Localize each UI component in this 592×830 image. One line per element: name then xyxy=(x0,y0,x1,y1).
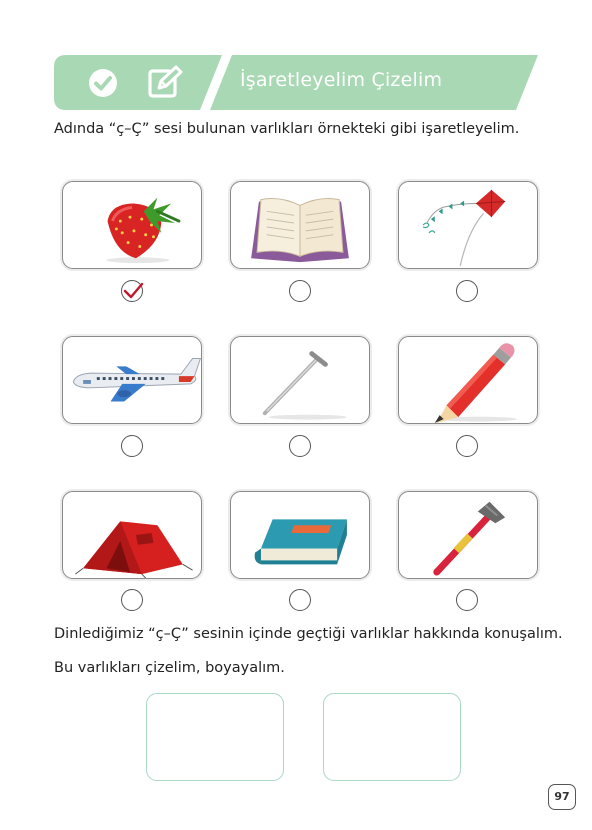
page-number: 97 xyxy=(548,784,576,810)
radio-tent[interactable] xyxy=(121,589,143,611)
card-strawberry xyxy=(62,181,202,269)
radio-hammer[interactable] xyxy=(456,589,478,611)
card-hammer xyxy=(398,491,538,579)
drawing-box-2[interactable] xyxy=(323,693,461,781)
check-circle-icon xyxy=(88,68,118,98)
radio-kite[interactable] xyxy=(456,280,478,302)
card-book xyxy=(230,181,370,269)
edit-icon xyxy=(145,63,183,101)
radio-pencil[interactable] xyxy=(456,435,478,457)
instruction-mark: Adında “ç–Ç” sesi bulunan varlıkları örnekteki gibi işaretleyelim. xyxy=(54,121,520,137)
pencil-image xyxy=(399,337,537,423)
radio-airplane[interactable] xyxy=(121,435,143,457)
instruction-discuss: Dinlediğimiz “ç–Ç” sesinin içinde geçtiği varlıklar hakkında konuşalım. xyxy=(54,626,563,642)
instruction-draw: Bu varlıkları çizelim, boyayalım. xyxy=(54,660,285,676)
tent-image xyxy=(63,492,201,578)
header-banner-left xyxy=(54,55,222,110)
nail-image xyxy=(231,337,369,423)
closed-book-image xyxy=(231,492,369,578)
radio-book[interactable] xyxy=(289,280,311,302)
airplane-image xyxy=(63,337,201,423)
check-mark-icon xyxy=(120,278,146,304)
strawberry-image xyxy=(63,182,201,268)
radio-strawberry[interactable] xyxy=(121,280,143,302)
card-pencil xyxy=(398,336,538,424)
section-title: İşaretleyelim Çizelim xyxy=(240,69,443,91)
radio-nail[interactable] xyxy=(289,435,311,457)
book-image xyxy=(231,182,369,268)
card-airplane xyxy=(62,336,202,424)
drawing-box-1[interactable] xyxy=(146,693,284,781)
card-closed-book xyxy=(230,491,370,579)
card-kite xyxy=(398,181,538,269)
card-nail xyxy=(230,336,370,424)
hammer-image xyxy=(399,492,537,578)
kite-image xyxy=(399,182,537,268)
radio-closed-book[interactable] xyxy=(289,589,311,611)
card-tent xyxy=(62,491,202,579)
